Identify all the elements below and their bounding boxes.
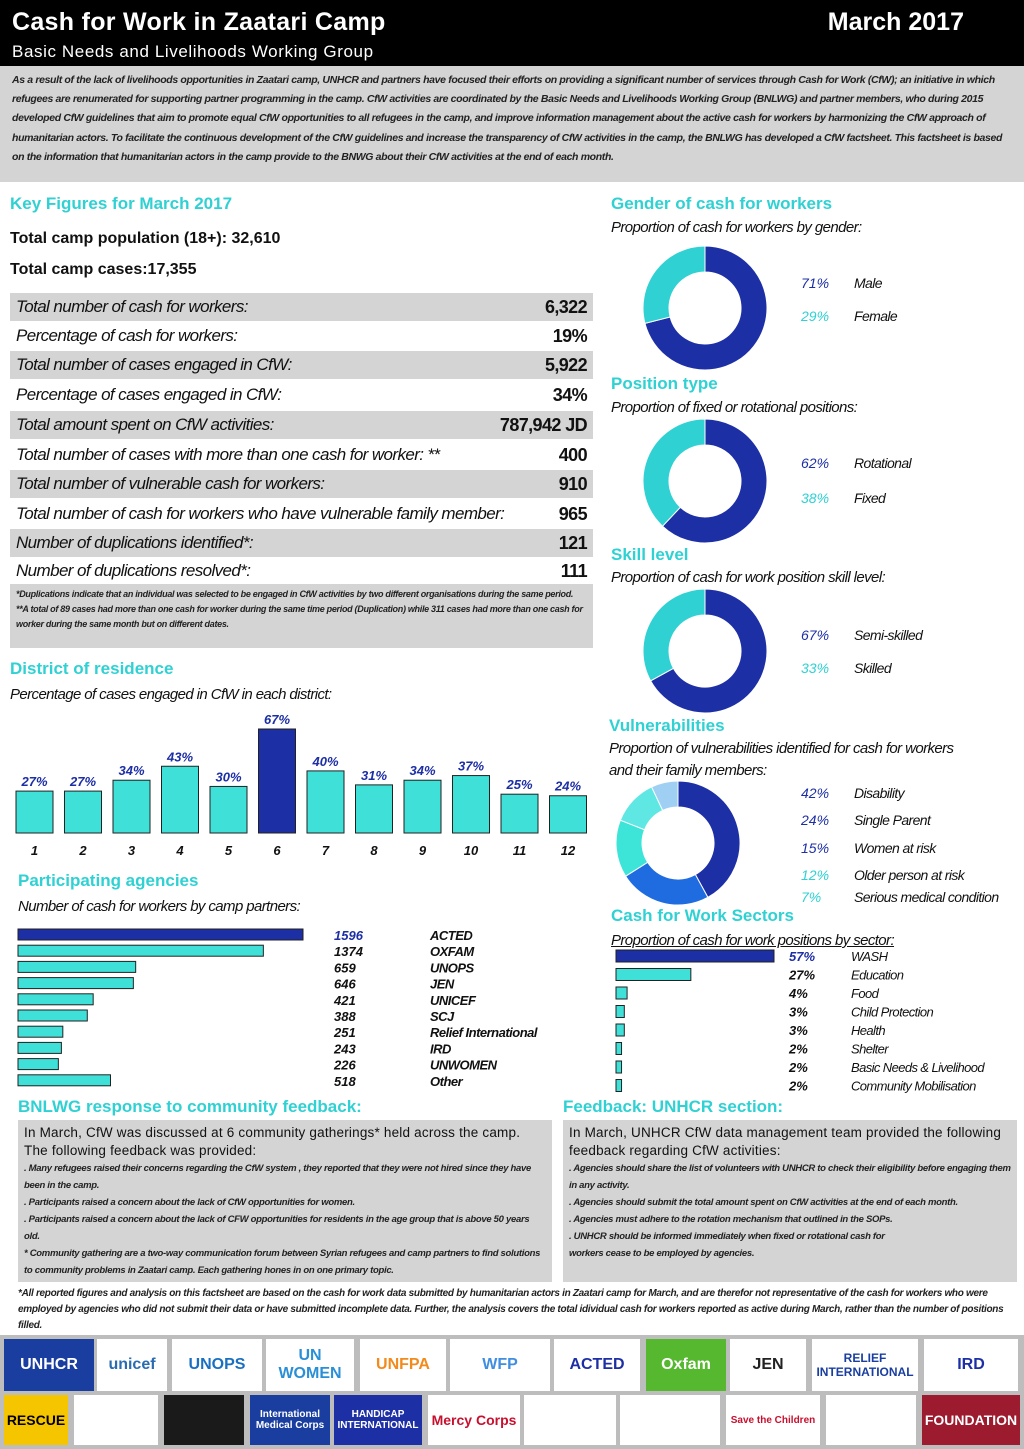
page-subtitle: Basic Needs and Livelihoods Working Group <box>12 42 374 61</box>
vulnerability-legend-pct: 12% <box>801 867 830 883</box>
district-tick-label: 10 <box>463 843 479 858</box>
gender-legend-label: Female <box>854 308 898 324</box>
sector-value-label: 4% <box>789 986 808 1001</box>
district-bar <box>113 780 150 833</box>
sector-bar <box>616 1024 624 1036</box>
key-figure-label: Percentage of cash for workers: <box>16 326 238 345</box>
vulnerability-legend-label: Single Parent <box>854 812 931 828</box>
key-figures-title: Key Figures for March 2017 <box>10 194 233 213</box>
partner-logo: Oxfam <box>646 1339 726 1391</box>
district-bar <box>65 791 102 833</box>
partner-logo: UNHCR <box>4 1339 94 1391</box>
agency-value-label: 659 <box>334 960 356 976</box>
partner-logo <box>826 1395 916 1445</box>
district-bar-label: 40% <box>312 753 339 769</box>
position-donut-chart <box>640 416 770 546</box>
skill-legend-pct: 33% <box>801 660 830 676</box>
district-bar-label: 43% <box>166 749 194 765</box>
key-figure-row <box>10 500 593 528</box>
sector-value-label: 27% <box>789 967 816 983</box>
key-figure-label: Total number of cases engaged in CfW: <box>16 355 292 374</box>
partner-logo: ACTED <box>554 1339 640 1391</box>
unhcr-feedback-line: . UNHCR should be informed immediately when fixed or rotational cash for <box>569 1231 885 1242</box>
district-bar <box>210 786 247 833</box>
sector-bar <box>616 1043 622 1055</box>
partner-logo <box>620 1395 720 1445</box>
sector-name-label: WASH <box>851 949 888 964</box>
note-duplications: *Duplications indicate that an individual was selected to be engaged in CfW activities by two different organisations during the same period. <box>16 589 574 599</box>
key-figure-row <box>10 381 593 409</box>
partner-logo: UNFPA <box>360 1339 446 1391</box>
district-subtitle: Percentage of cases engaged in CfW in each district: <box>10 686 332 703</box>
sector-name-label: Community Mobilisation <box>851 1078 976 1094</box>
vulnerability-legend-label: Women at risk <box>854 840 936 856</box>
sector-name-label: Basic Needs & Livelihood <box>851 1060 985 1075</box>
sector-name-label: Education <box>851 967 904 983</box>
partner-logo <box>164 1395 244 1445</box>
page-title: Cash for Work in Zaatari Camp <box>12 8 386 36</box>
bnlwg-feedback-box <box>18 1120 552 1282</box>
district-bar-label: 37% <box>457 758 485 774</box>
district-tick-label: 3 <box>127 843 136 858</box>
sectors-subtitle: Proportion of cash for work positions by sector: <box>611 932 895 949</box>
position-legend-pct: 62% <box>801 455 830 471</box>
district-tick-label: 6 <box>273 843 281 858</box>
key-figure-value: 400 <box>558 444 587 465</box>
district-tick-label: 7 <box>321 843 330 858</box>
district-bar-label: 24% <box>554 778 582 794</box>
key-figure-row <box>10 322 593 350</box>
key-figure-value: 5,922 <box>544 354 587 375</box>
vulnerabilities-subtitle-1: Proportion of vulnerabilities identified for cash for workers <box>609 740 954 757</box>
district-bar <box>162 766 199 833</box>
agency-bar <box>18 1042 61 1053</box>
vulnerabilities-subtitle-2: and their family members: <box>609 762 767 779</box>
district-bar-label: 25% <box>506 777 533 793</box>
agency-name-label: OXFAM <box>430 944 474 960</box>
agency-name-label: UNICEF <box>430 992 476 1008</box>
position-subtitle: Proportion of fixed or rotational positions: <box>611 399 858 416</box>
district-tick-label: 12 <box>560 843 576 858</box>
agency-value-label: 243 <box>334 1041 356 1057</box>
sector-bar <box>616 1061 622 1073</box>
report-date: March 2017 <box>827 8 964 36</box>
unhcr-feedback-line: workers cease to be employed by agencies. <box>569 1248 755 1259</box>
district-tick-label: 1 <box>30 843 39 858</box>
vulnerabilities-title: Vulnerabilities <box>609 716 725 735</box>
unhcr-feedback-intro: In March, UNHCR CfW data management team provided the following feedback regarding CfW activities: <box>569 1125 1002 1158</box>
district-bar <box>453 776 490 833</box>
position-legend-pct: 38% <box>801 490 830 506</box>
partner-logo: International Medical Corps <box>250 1395 330 1445</box>
agencies-title: Participating agencies <box>18 871 199 890</box>
agencies-subtitle: Number of cash for workers by camp partners: <box>18 898 301 915</box>
gender-legend-pct: 29% <box>801 308 830 324</box>
bnlwg-feedback-line: . Many refugees raised their concerns regarding the CfW system , they reported that they were not hired since they have been in the camp. <box>24 1163 532 1191</box>
district-tick-label: 11 <box>512 843 527 858</box>
district-bar <box>307 771 344 833</box>
partner-logo: RESCUE <box>4 1395 68 1445</box>
district-bar-label: 27% <box>69 774 97 790</box>
key-figure-value: 34% <box>552 384 587 405</box>
agency-bar <box>18 1010 87 1021</box>
partner-logo <box>524 1395 616 1445</box>
vulnerability-legend-label: Older person at risk <box>854 867 965 883</box>
partner-logo: WFP <box>450 1339 550 1391</box>
skill-title: Skill level <box>611 545 689 564</box>
gender-slice <box>643 246 705 323</box>
unhcr-feedback-line: . Agencies must adhere to the rotation mechanism that outlined in the SOPs. <box>569 1214 893 1225</box>
sectors-bar-chart <box>600 946 1024 1098</box>
partner-logo: UN WOMEN <box>266 1339 354 1391</box>
agency-bar <box>18 929 303 940</box>
key-figure-value: 6,322 <box>544 296 587 317</box>
district-bar-label: 34% <box>118 763 145 779</box>
gender-donut-chart <box>640 243 770 373</box>
district-title: District of residence <box>10 659 174 678</box>
partner-logo: UNOPS <box>172 1339 262 1391</box>
sectors-title: Cash for Work Sectors <box>611 906 794 925</box>
position-title: Position type <box>611 374 718 393</box>
key-figure-row <box>10 351 593 379</box>
partner-logo: Save the Children <box>726 1395 820 1445</box>
skill-subtitle: Proportion of cash for work position skill level: <box>611 569 886 586</box>
position-legend-label: Fixed <box>854 490 886 506</box>
sector-value-label: 2% <box>789 1060 808 1075</box>
vulnerabilities-donut-chart <box>613 778 743 908</box>
agency-name-label: UNWOMEN <box>430 1057 497 1073</box>
key-figure-label: Number of duplications identified*: <box>16 533 253 552</box>
agency-value-label: 646 <box>334 976 356 992</box>
vulnerability-legend-pct: 15% <box>801 840 830 856</box>
key-figure-row <box>10 470 593 498</box>
partner-logo: RELIEF INTERNATIONAL <box>812 1339 918 1391</box>
gender-legend-pct: 71% <box>801 275 830 291</box>
note-multiple: **A total of 89 cases had more than one cash for worker during the same time period (Duplication) while 311 cases had more than one cash for worker during the same month but on different dates. <box>16 604 583 629</box>
position-slice <box>643 419 705 526</box>
intro-paragraph: As a result of the lack of livelihoods opportunities in Zaatari camp, UNHCR and partners have focused their efforts on providing a significant number of services through Cash for Work (CfW); an initiative in which refugees are renumerated for supporting partner programming in the camp. CfW activities are coordinated by the Basic Needs and Livelihoods Working Group (BNLWG) and partner members, who during 2015 developed CfW guidelines that aim to promote equal CfW opportunities to all refugees in the camp, and improve information management about the active cash for workers by harmonizing the CfW approach of humanitarian actors. To facilitate the continuous development of the CfW guidelines and increase the transparency of CfW activities in the camp, the BNLWG has developed a CfW factsheet. This factsheet is based on the information that humanitarian actors in the camp provide to the BNWG about their CfW activities at the end of each month. <box>0 66 1024 182</box>
district-bar-chart <box>0 705 600 865</box>
district-tick-label: 5 <box>224 843 233 858</box>
unhcr-feedback-title: Feedback: UNHCR section: <box>563 1097 784 1116</box>
agency-value-label: 421 <box>334 992 356 1008</box>
sector-bar <box>616 1006 624 1018</box>
district-bar <box>404 780 441 833</box>
skill-legend-label: Skilled <box>854 660 892 676</box>
agency-name-label: IRD <box>430 1041 451 1057</box>
bnlwg-feedback-intro: In March, CfW was discussed at 6 community gatherings* held across the camp. The following feedback was provided: <box>24 1125 521 1158</box>
bnlwg-feedback-line: . Participants raised a concern about the lack of CFW opportunities for residents in the age group that is above 50 years old. <box>24 1214 530 1242</box>
district-tick-label: 9 <box>418 843 427 858</box>
sector-name-label: Shelter <box>851 1041 888 1057</box>
partner-logo <box>74 1395 158 1445</box>
gender-subtitle: Proportion of cash for workers by gender: <box>611 219 862 236</box>
key-figure-label: Total number of cases with more than one cash for worker: ** <box>16 445 440 464</box>
vulnerability-legend-label: Serious medical condition <box>854 889 999 905</box>
position-legend-label: Rotational <box>854 455 912 471</box>
sector-value-label: 2% <box>789 1078 808 1094</box>
agency-value-label: 518 <box>334 1073 356 1089</box>
agency-bar <box>18 1026 63 1037</box>
district-tick-label: 8 <box>370 843 378 858</box>
skill-legend-label: Semi-skilled <box>854 627 923 643</box>
district-bar-label: 34% <box>409 763 436 779</box>
key-figure-label: Percentage of cases engaged in CfW: <box>16 385 282 404</box>
partner-logo: unicef <box>97 1339 167 1391</box>
district-tick-label: 2 <box>79 843 87 858</box>
bnlwg-feedback-footnote: * Community gathering are a two-way communication forum between Syrian refugees and camp partners to find solutions to community problems in Zaatari camp. Each gathering hones in on one primary topic. <box>24 1248 541 1276</box>
agency-value-label: 226 <box>334 1057 356 1073</box>
key-figure-value: 910 <box>558 473 587 494</box>
vulnerability-legend-pct: 24% <box>801 812 830 828</box>
key-figure-label: Total amount spent on CfW activities: <box>16 415 274 434</box>
key-figure-value: 121 <box>558 532 587 553</box>
partner-logo: HANDICAP INTERNATIONAL <box>334 1395 422 1445</box>
district-bar-label: 31% <box>360 767 388 783</box>
key-figure-value: 787,942 JD <box>499 414 587 435</box>
camp-population: Total camp population (18+): 32,610 <box>10 230 281 247</box>
vulnerability-legend-label: Disability <box>854 785 905 801</box>
agency-name-label: UNOPS <box>430 960 474 976</box>
unhcr-feedback-line: . Agencies should share the list of volunteers with UNHCR to check their eligibility before engaging them in any activity. <box>569 1163 1011 1191</box>
camp-cases: Total camp cases:17,355 <box>10 261 197 278</box>
agency-bar <box>18 994 93 1005</box>
agency-name-label: Relief International <box>430 1025 538 1041</box>
sector-name-label: Child Protection <box>851 1004 934 1020</box>
gender-title: Gender of cash for workers <box>611 194 833 213</box>
agency-name-label: SCJ <box>430 1009 454 1024</box>
key-figure-row <box>10 441 593 469</box>
key-figure-row <box>10 411 593 439</box>
district-bar-label: 30% <box>215 769 242 785</box>
sector-name-label: Health <box>851 1023 885 1038</box>
partner-logo: Mercy Corps <box>428 1395 520 1445</box>
gender-legend-label: Male <box>854 275 882 291</box>
key-figure-row <box>10 557 593 585</box>
key-figure-row <box>10 529 593 557</box>
partner-logos <box>0 1335 1024 1449</box>
district-tick-label: 4 <box>176 843 184 858</box>
agencies-bar-chart <box>0 924 600 1094</box>
key-figure-label: Total number of cash for workers who have vulnerable family member: <box>16 504 505 523</box>
partner-logo: IRD <box>924 1339 1018 1391</box>
partner-logo: JEN <box>730 1339 806 1391</box>
skill-donut-chart <box>640 586 770 716</box>
sector-value-label: 3% <box>789 1023 808 1038</box>
agency-value-label: 1596 <box>334 928 363 943</box>
key-figure-value: 111 <box>560 560 587 581</box>
district-bar <box>550 796 587 833</box>
footnote: *All reported figures and analysis on this factsheet are based on the cash for work data submitted by humanitarian actors in Zaatari camp for March, and are therefor not representative of the cash for workers who were employed by agencies who did not submit their data or have submitted incomplete data. Further, the analysis covers the total idividual cash for workers reported as active during March, rather than the number of positions filled. <box>18 1288 1004 1331</box>
district-bar <box>356 785 393 833</box>
district-bar <box>16 791 53 833</box>
sector-bar <box>616 1080 622 1092</box>
district-bar-label: 27% <box>21 774 48 790</box>
unhcr-feedback-box <box>563 1120 1017 1282</box>
unhcr-feedback-line: . Agencies should submit the total amount spent on CfW activities at the end of each month. <box>569 1197 958 1208</box>
skill-slice <box>643 589 705 681</box>
agency-name-label: JEN <box>430 976 454 992</box>
agency-value-label: 388 <box>334 1009 356 1024</box>
key-figure-label: Number of duplications resolved*: <box>16 561 251 580</box>
agency-bar <box>18 945 263 956</box>
agency-name-label: Other <box>430 1073 463 1089</box>
sector-bar <box>616 969 691 981</box>
key-figure-label: Total number of cash for workers: <box>16 297 248 316</box>
district-bar <box>259 729 296 833</box>
sector-bar <box>616 987 627 999</box>
district-bar-label: 67% <box>263 712 291 727</box>
header-banner <box>0 0 1024 66</box>
sector-name-label: Food <box>851 986 879 1001</box>
bnlwg-feedback-title: BNLWG response to community feedback: <box>18 1097 362 1116</box>
skill-legend-pct: 67% <box>801 627 830 643</box>
agency-bar <box>18 961 136 972</box>
sector-value-label: 2% <box>789 1041 808 1057</box>
partner-logo: FOUNDATION <box>922 1395 1020 1445</box>
key-figures-notes <box>10 584 593 648</box>
agency-bar <box>18 978 133 989</box>
key-figure-label: Total number of vulnerable cash for workers: <box>16 474 325 493</box>
district-bar <box>501 794 538 833</box>
key-figure-row <box>10 293 593 321</box>
sector-value-label: 57% <box>789 949 816 964</box>
bnlwg-feedback-line: . Participants raised a concern about the lack of CfW opportunities for women. <box>24 1197 355 1208</box>
agency-bar <box>18 1059 58 1070</box>
vulnerability-legend-pct: 7% <box>801 889 822 905</box>
sector-bar <box>616 950 774 962</box>
agency-value-label: 1374 <box>334 944 363 960</box>
agency-value-label: 251 <box>334 1025 356 1041</box>
key-figure-value: 965 <box>558 503 587 524</box>
key-figure-value: 19% <box>552 325 587 346</box>
agency-bar <box>18 1075 111 1086</box>
sector-value-label: 3% <box>789 1004 808 1020</box>
agency-name-label: ACTED <box>430 928 473 943</box>
vulnerability-legend-pct: 42% <box>801 785 830 801</box>
